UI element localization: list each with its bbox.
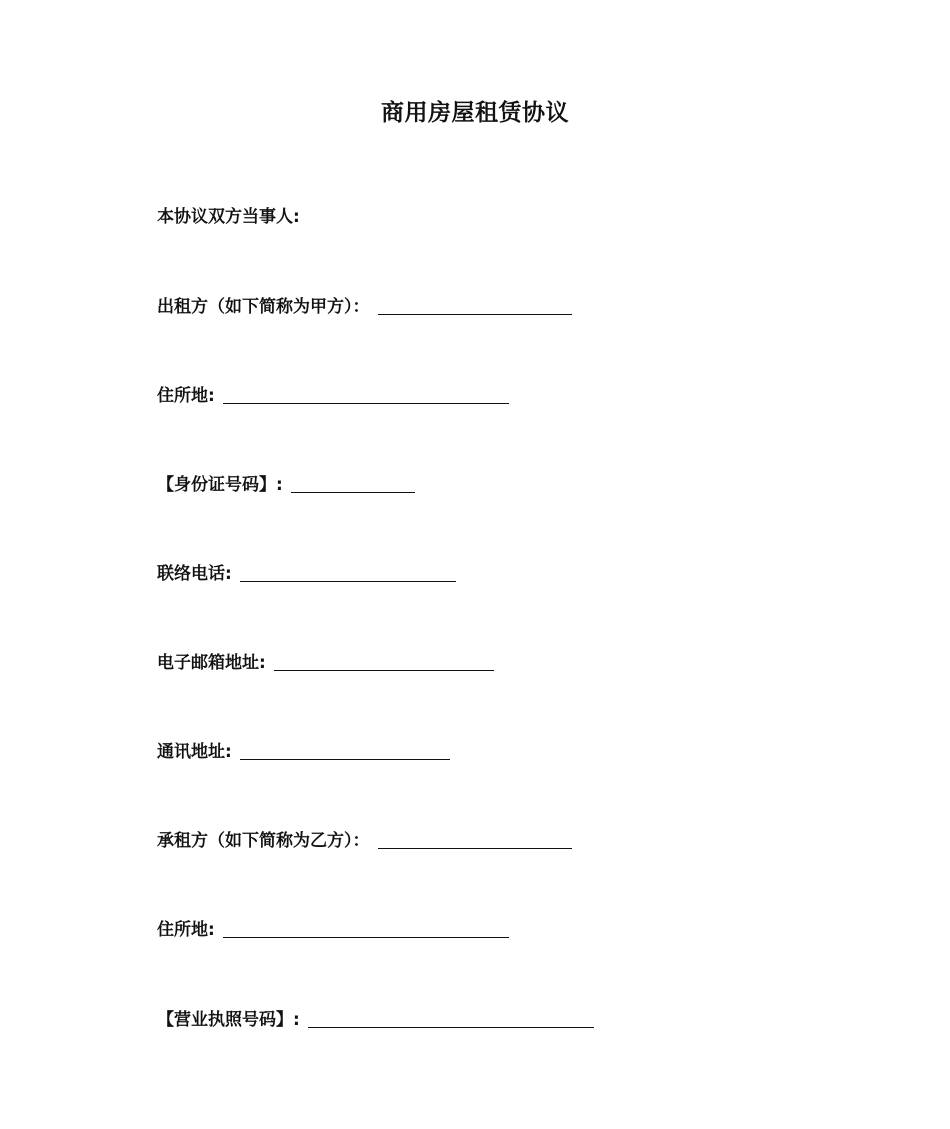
lessor-email-label: 电子邮箱地址: [157, 653, 266, 673]
lessee-address-blank [223, 921, 509, 938]
lessor-name-field [157, 293, 572, 321]
lessee-address-field [157, 916, 509, 944]
lessor-name-blank [378, 298, 572, 315]
parties-intro: 本协议双方当事人: [157, 207, 300, 227]
lessor-email-blank [274, 654, 494, 671]
lessee-address-label: 住所地: [157, 920, 215, 940]
document-title: 商用房屋租赁协议 [381, 100, 569, 126]
lessor-address-field [157, 382, 509, 410]
lessor-id-blank [291, 476, 415, 493]
lessor-email-field [157, 649, 494, 677]
lessor-id-label: 【身份证号码】: [157, 475, 283, 495]
lessor-address-blank [223, 387, 509, 404]
lessor-phone-blank [240, 565, 456, 582]
lessor-id-field [157, 471, 415, 499]
lessor-address-label: 住所地: [157, 386, 215, 406]
lessor-mailing-label: 通讯地址: [157, 742, 232, 762]
lessee-name-label: 承租方（如下简称为乙方）： [157, 831, 370, 851]
lessee-license-blank [308, 1011, 594, 1028]
lessor-phone-label: 联络电话: [157, 564, 232, 584]
lessor-mailing-field [157, 738, 450, 766]
lessee-license-label: 【营业执照号码】: [157, 1010, 300, 1030]
lessor-name-label: 出租方（如下简称为甲方）： [157, 297, 370, 317]
lessor-phone-field [157, 560, 456, 588]
lessor-mailing-blank [240, 743, 450, 760]
lessee-name-field [157, 827, 572, 855]
lessee-name-blank [378, 832, 572, 849]
lessee-license-field [157, 1006, 594, 1034]
